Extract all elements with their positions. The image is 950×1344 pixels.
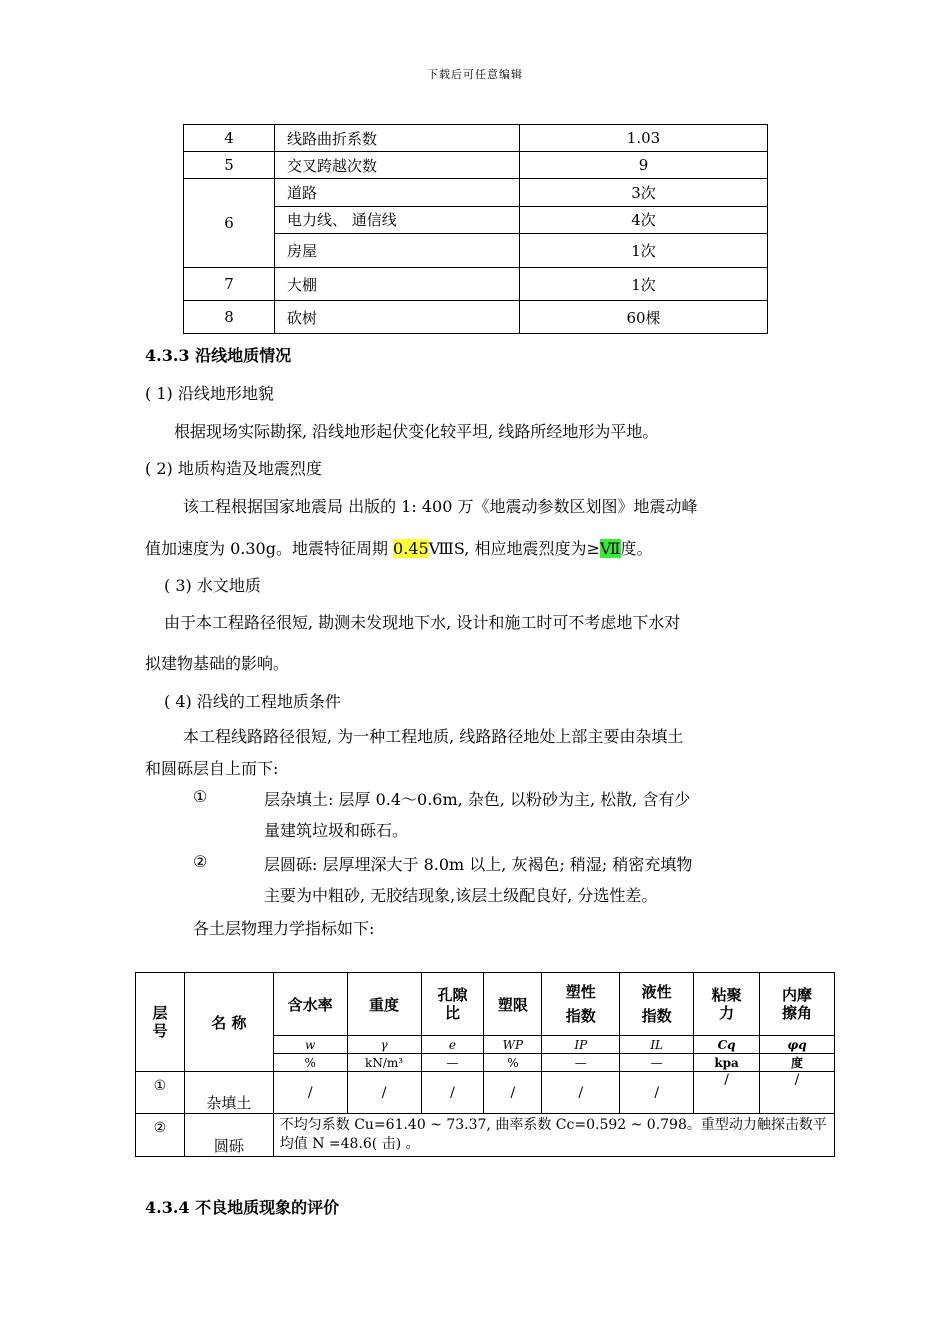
row-value: 3次 [520,179,768,207]
paragraph-terrain: 根据现场实际勘探, 沿线地形起伏变化较平坦, 线路所经地形为平地。 [174,422,659,441]
seismic-text-a: 值加速度为 0.30g。地震特征周期 [145,539,394,558]
table-row [136,1114,835,1157]
layer2-line1: 层圆砾: 层厚埋深大于 8.0m 以上, 灰褐色; 稍湿; 稍密充填物 [264,855,693,874]
symbol-w: w [273,1036,347,1054]
row1-value: / [273,1072,347,1114]
paragraph-hydro-line2: 拟建物基础的影响。 [145,654,290,673]
row-number: 4 [184,125,275,152]
table-row [184,179,768,207]
table-row [184,125,768,152]
row1-value: / [347,1072,421,1114]
symbol-gamma: γ [347,1036,421,1054]
table-header-row [136,973,835,1036]
paragraph-hydro-line1: 由于本工程路径很短, 勘测未发现地下水, 设计和施工时可不考虑地下水对 [164,613,681,632]
route-stats-table [183,124,768,334]
row-value: 1.03 [520,125,768,152]
unit-wp: % [484,1054,542,1072]
row-number: 5 [184,152,275,179]
row-item: 房屋 [275,234,520,268]
unit-phi: 度 [760,1054,835,1072]
row-value: 9 [520,152,768,179]
row1-name: 杂填土 [184,1072,273,1114]
paragraph-seismic-line2 [145,536,653,559]
paragraph-geology-line1: 本工程线路路径很短, 为一种工程地质, 线路路径地处上部主要由杂填土 [183,727,684,746]
row1-value: / [421,1072,484,1114]
row1-layer-no: ① [136,1072,185,1114]
highlight-period: 0.45 [393,539,429,558]
row-item: 交叉跨越次数 [275,152,520,179]
layer2-line2: 主要为中粗砂, 无胶结现象,该层土级配良好, 分选性差。 [264,886,658,905]
row-value: 60棵 [520,301,768,334]
table-row [184,152,768,179]
page-header: 下载后可任意编辑 [427,68,523,81]
row-item: 道路 [275,179,520,207]
header-plasticity-index: 塑性指数 [542,973,620,1036]
header-friction-angle: 内摩擦角 [760,973,835,1036]
row1-value: / [484,1072,542,1114]
row-value: 1次 [520,234,768,268]
layer1-marker: ① [193,787,208,806]
unit-ip: — [542,1054,620,1072]
symbol-il: IL [620,1036,694,1054]
table-intro: 各土层物理力学指标如下: [193,919,375,938]
layer2-marker: ② [193,852,208,871]
row-item: 线路曲折系数 [275,125,520,152]
unit-e: — [421,1054,484,1072]
unit-il: — [620,1054,694,1072]
header-unit-weight: 重度 [347,973,421,1036]
row-item: 砍树 [275,301,520,334]
header-void-ratio: 孔隙比 [421,973,484,1036]
subsection-title-2: ( 2) 地质构造及地震烈度 [145,459,322,478]
row-value: 4次 [520,206,768,234]
soil-index-table [135,972,835,1157]
subsection-title-4: ( 4) 沿线的工程地质条件 [164,692,341,711]
row2-layer-no: ② [136,1114,185,1157]
row1-value: / [542,1072,620,1114]
symbol-e: e [421,1036,484,1054]
row1-value: / [760,1072,835,1114]
row-item: 大棚 [275,268,520,301]
header-cohesion: 粘聚力 [694,973,760,1036]
symbol-wp: WP [484,1036,542,1054]
unit-c: kpa [694,1054,760,1072]
header-water-content: 含水率 [273,973,347,1036]
unit-w: % [273,1054,347,1072]
symbol-c: Cq [694,1036,760,1054]
header-layer-no: 层号 [136,973,185,1072]
row-number: 7 [184,268,275,301]
seismic-text-b: ⅧS, 相应地震烈度为≥ [428,539,600,558]
highlight-intensity: Ⅶ [599,539,621,558]
paragraph-geology-line2: 和圆砾层自上而下: [145,759,279,778]
row2-name: 圆砾 [184,1114,273,1157]
layer1-line2: 量建筑垃圾和砾石。 [264,821,409,840]
layer1-line1: 层杂填土: 层厚 0.4～0.6m, 杂色, 以粉砂为主, 松散, 含有少 [264,790,691,809]
row1-value: / [620,1072,694,1114]
row-value: 1次 [520,268,768,301]
symbol-phi: φq [760,1036,835,1054]
row-item: 电力线、 通信线 [275,206,520,234]
row1-value: / [694,1072,760,1114]
header-liquidity-index: 液性指数 [620,973,694,1036]
row-number: 8 [184,301,275,334]
header-name: 名 称 [184,973,273,1072]
symbol-ip: IP [542,1036,620,1054]
header-plastic-limit: 塑限 [484,973,542,1036]
table-row [184,268,768,301]
unit-gamma: kN/m³ [347,1054,421,1072]
row2-note: 不均匀系数 Cu=61.40 ~ 73.37, 曲率系数 Cc=0.592 ~ 0.798。重型动力触探击数平均值 N =48.6( 击) 。 [273,1114,834,1157]
section-title-434: 4.3.4 不良地质现象的评价 [145,1198,340,1217]
section-title-433: 4.3.3 沿线地质情况 [145,346,292,365]
table-row [184,301,768,334]
subsection-title-1: ( 1) 沿线地形地貌 [145,384,274,403]
subsection-title-3: ( 3) 水文地质 [164,576,261,595]
paragraph-seismic-line1: 该工程根据国家地震局 出版的 1: 400 万《地震动参数区划图》地震动峰 [183,497,698,516]
seismic-text-c: 度。 [620,539,653,558]
row-number: 6 [184,179,275,268]
table-row [136,1072,835,1114]
